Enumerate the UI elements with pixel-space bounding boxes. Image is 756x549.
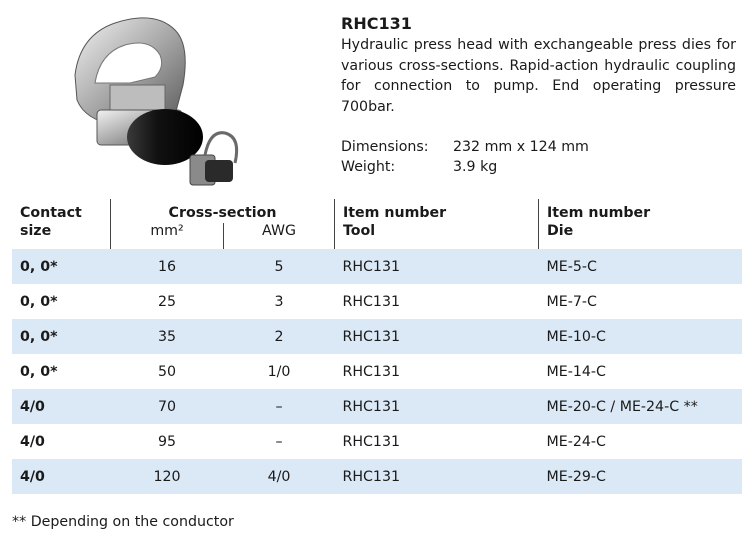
cell-mm2: 16	[111, 249, 224, 284]
product-title: RHC131	[341, 14, 412, 33]
cell-awg: 1/0	[267, 363, 291, 380]
product-info	[341, 14, 736, 177]
cell-size: 0, 0*	[12, 249, 111, 284]
header-item-number-tool: Item number	[335, 199, 539, 223]
spec-label: Weight:	[341, 159, 396, 175]
product-specs	[341, 137, 736, 177]
item-table	[12, 199, 742, 494]
cell-awg: 2	[224, 319, 335, 354]
cell-awg: –	[224, 389, 335, 424]
header-mm2: mm²	[111, 223, 224, 249]
header-tool: Tool	[335, 223, 539, 249]
header-awg: AWG	[224, 223, 335, 249]
cell-tool: RHC131	[342, 433, 401, 450]
cell-size: 0, 0*	[12, 319, 111, 354]
cell-mm2: 25	[157, 293, 177, 310]
cell-tool: RHC131	[335, 389, 539, 424]
cell-die: ME-20-C / ME-24-C **	[539, 389, 743, 424]
cell-size: 0, 0*	[20, 293, 58, 310]
cell-tool: RHC131	[342, 293, 401, 310]
cell-size: 4/0	[20, 433, 45, 450]
spec-value: 232 mm x 124 mm	[453, 139, 589, 155]
table-row	[12, 319, 742, 354]
cell-awg: 4/0	[224, 459, 335, 494]
product-description: Hydraulic press head with exchangeable press dies for various cross-sections. Rapid-action hydraulic coupling for connection to pump. End operating pressure 700bar.	[341, 37, 736, 115]
cell-tool: RHC131	[342, 363, 401, 380]
table-row	[12, 249, 742, 284]
spec-weight	[341, 157, 736, 177]
hydraulic-press-head-icon	[55, 5, 255, 195]
cell-mm2: 35	[111, 319, 224, 354]
header-cross-section: Cross-section	[111, 199, 335, 223]
cell-tool: RHC131	[335, 319, 539, 354]
cell-mm2: 95	[157, 433, 177, 450]
cell-die: ME-5-C	[539, 249, 743, 284]
cell-die: ME-14-C	[546, 363, 606, 380]
cell-die: ME-7-C	[546, 293, 597, 310]
header-die: Die	[539, 223, 743, 249]
table-row	[12, 354, 742, 389]
table-row	[12, 424, 742, 459]
header-item-number-die: Item number	[539, 199, 743, 223]
cell-die: ME-24-C	[546, 433, 606, 450]
header-contact-size-2: size	[20, 223, 52, 239]
table-row	[12, 389, 742, 424]
cell-tool: RHC131	[335, 459, 539, 494]
table-row	[12, 459, 742, 494]
cell-size: 4/0	[12, 459, 111, 494]
header-contact-size: Contact	[20, 205, 82, 221]
cell-die: ME-10-C	[539, 319, 743, 354]
cell-mm2: 70	[111, 389, 224, 424]
cell-mm2: 50	[157, 363, 177, 380]
cell-mm2: 120	[111, 459, 224, 494]
spec-label: Dimensions:	[341, 139, 429, 155]
footnote: ** Depending on the conductor	[12, 514, 234, 530]
table-row	[12, 284, 742, 319]
cell-size: 0, 0*	[20, 363, 58, 380]
cell-tool: RHC131	[335, 249, 539, 284]
spec-value: 3.9 kg	[453, 159, 498, 175]
cell-size: 4/0	[12, 389, 111, 424]
cell-awg: 3	[274, 293, 284, 310]
cell-awg: –	[275, 433, 283, 450]
spec-dimensions	[341, 137, 736, 157]
cell-awg: 5	[224, 249, 335, 284]
cell-die: ME-29-C	[539, 459, 743, 494]
